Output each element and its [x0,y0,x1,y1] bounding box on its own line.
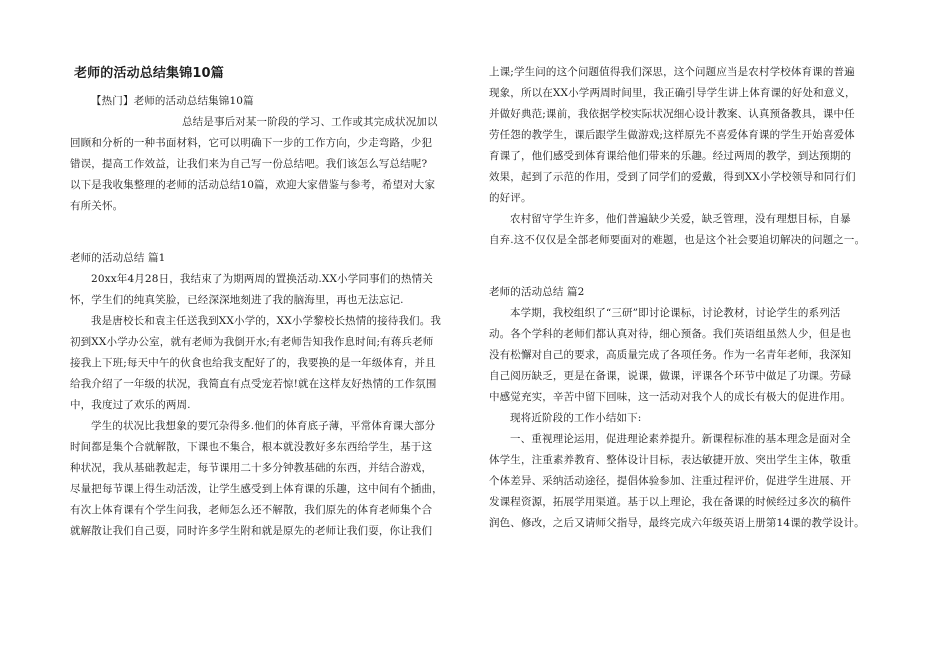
text-line: 时间都是集个合就解散，下课也不集合，根本就没教好多东西给学生，基于这 [70,441,433,453]
text-line: 效果，起到了示范的作用，受到了同学们的爱戴，得到XX小学校领导和同行们 [489,171,856,183]
text-line: 我是唐校长和袁主任送我到XX小学的，XX小学黎校长热情的接待我们。我 [91,315,441,327]
text-line: 种状况，我从基础教起走，每节课用二十多分钟教基础的东西，并结合游戏， [70,462,433,474]
text-line: 初到XX小学办公室，就有老师为我倒开水;有老师告知我作息时间;有蒋兵老师 [70,336,434,348]
text-line: 自己阅历缺乏，更是在备课，说课，做课，评课各个环节中做足了功课。劳碌 [489,370,852,382]
text-line: 现象，所以在XX小学两周时间里，我正确引导学生讲上体育课的好处和意义， [489,87,856,99]
spacer [489,272,883,282]
left-column [70,62,462,542]
text-line: 有所关怀。 [70,200,124,212]
spacer [70,217,462,238]
spacer [489,251,883,272]
text-line: 的好评。 [489,192,532,204]
text-line: 个体差异、采纳活动途径，提倡体验参加、注重过程评价，促进学生进展、开 [489,475,852,487]
text-line: 动。各个学科的老师们都认真对待，细心预备。我们英语组虽然人少，但是也 [489,328,852,340]
left-text-body [70,91,462,542]
text-line: 20xx年4月28日，我结束了为期两周的置换活动.XX小学同事们的热情关 [91,273,433,285]
text-line: 农村留守学生许多，他们普遍缺少关爱，缺乏管理，没有理想目标，自暴 [510,213,851,225]
text-line: 自弃.这不仅仅是全部老师要面对的难题，也是这个社会要追切解决的问题之一。 [489,234,866,246]
text-line: 体学生，注重素养教育、整体设计目标，表达敏捷开放、突出学生主体，敬重 [489,454,852,466]
text-line: 老师的活动总结 篇2 [489,286,585,298]
text-line: 劳任怨的教学生，课后跟学生做游戏;这样原先不喜爱体育课的学生开始喜爱体 [489,129,855,141]
right-text-body [489,62,883,534]
text-line: 一、重视理论运用，促进理论素养提升。新课程标准的基本理念是面对全 [510,433,851,445]
text-line: 发课程资源，拓展学用渠道。基于以上理论，我在备课的时候经过多次的稿件 [489,496,852,508]
text-line: 有次上体育课有个学生问我，老师怎么还不解散，我们原先的体育老师集个合 [70,504,433,516]
text-line: 并做好典范;课前，我依据学校实际状况细心设计教案、认真预备教具，课中任 [489,108,855,120]
text-line: 尽量把每节课上得生动活泼，让学生感受到上体育课的乐趣，这中间有个插曲， [70,483,443,495]
text-line: 怀，学生们的纯真笑脸，已经深深地刻进了我的脑海里，再也无法忘记. [70,294,404,306]
text-line: 老师的活动总结 篇1 [70,252,166,264]
text-line: 上课;学生问的这个问题值得我们深思，这个问题应当是农村学校体育课的普遍 [489,66,855,78]
text-line: 错误，提高工作效益，让我们来为自己写一份总结吧。我们该怎么写总结呢? [70,158,428,170]
text-line: 育课了，他们感受到体育课给他们带来的乐趣。经过两周的教学，到达预期的 [489,150,852,162]
text-line: 没有松懈对自己的要求，高质量完成了各项任务。作为一名青年老师，我深知 [489,349,852,361]
text-line: 润色、修改，之后又请师父指导，最终完成六年级英语上册第14课的教学设计。 [489,517,865,529]
text-line: 以下是我收集整理的老师的活动总结10篇，欢迎大家借鉴与参考，希望对大家 [70,179,436,191]
spacer [70,238,462,248]
text-line: 中感觉充实，辛苦中留下回味，这一活动对我个人的成长有极大的促进作用。 [489,391,852,403]
text-line: 现将近阶段的工作小结如下: [510,412,642,424]
text-line: 学生的状况比我想象的要冗杂得多.他们的体育底子薄，平常体育课大部分 [91,420,436,432]
text-line: 回顾和分析的一种书面材料，它可以明确下一步的工作方向，少走弯路，少犯 [70,137,433,149]
text-line: 【热门】老师的活动总结集锦10篇 [91,95,254,107]
text-line: 中，我度过了欢乐的两周. [70,399,191,411]
text-line: 总结是事后对某一阶段的学习、工作或其完成状况加以 [182,116,438,128]
document-title: 老师的活动总结集锦10篇 [74,66,224,81]
text-line: 就解散让我们自己耍，同时许多学生附和就是原先的老师让我们耍，你让我们 [70,525,433,537]
right-column [489,62,883,534]
text-line: 给我介绍了一年级的状况，我简直有点受宠若惊!就在这样友好热情的工作氛围 [70,378,437,390]
text-line: 接我上下班;每天中午的伙食也给我支配好了的，我要换的是一年级体育，并且 [70,357,436,369]
text-line: 本学期，我校组织了“三研”即讨论课标，讨论教材，讨论学生的系列活 [510,307,841,319]
